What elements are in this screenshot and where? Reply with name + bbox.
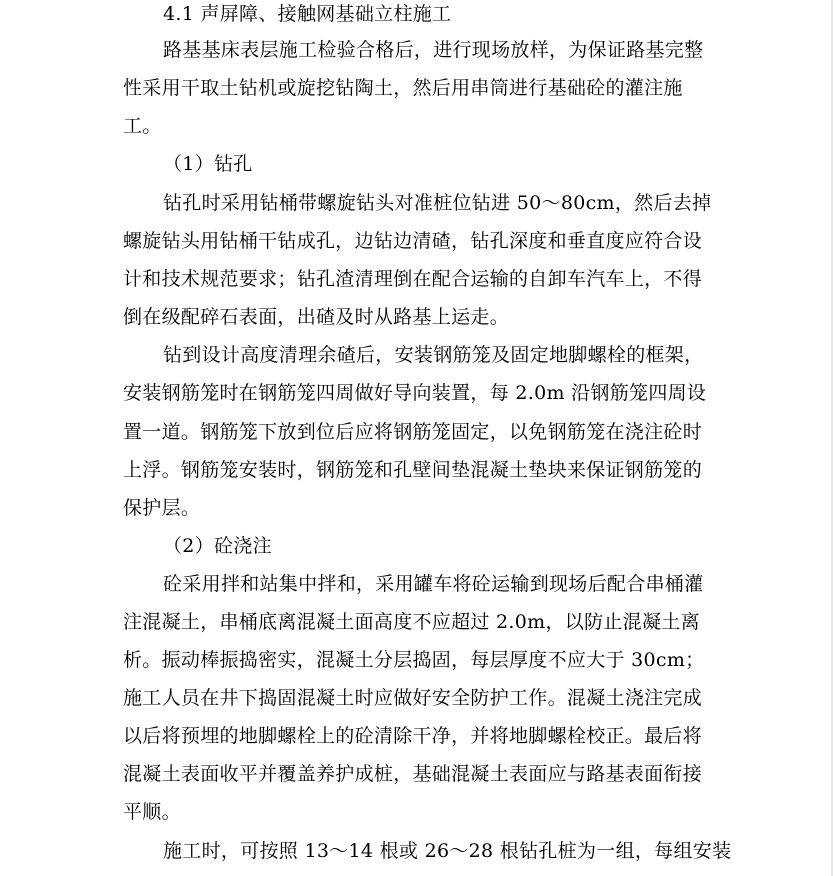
paragraph-line: 以后将预埋的地脚螺栓上的砼清除干净，并将地脚螺栓校正。最后将	[123, 725, 703, 747]
paragraph-line: 保护层。	[123, 497, 201, 519]
paragraph-line: 施工人员在井下捣固混凝土时应做好安全防护工作。混凝土浇注完成	[123, 687, 703, 709]
paragraph-line: 混凝土表面收平并覆盖养护成桩，基础混凝土表面应与路基表面衔接	[123, 763, 703, 785]
paragraph-line: 上浮。钢筋笼安装时，钢筋笼和孔壁间垫混凝土垫块来保证钢筋笼的	[123, 459, 703, 481]
paragraph-line: 钻到设计高度清理余碴后，安装钢筋笼及固定地脚螺栓的框架，	[163, 344, 704, 366]
paragraph-line: 螺旋钻头用钻桶干钻成孔，边钻边清碴，钻孔深度和垂直度应符合设	[123, 230, 703, 252]
paragraph-line: 置一道。钢筋笼下放到位后应将钢筋笼固定，以免钢筋笼在浇注砼时	[123, 421, 703, 443]
paragraph-line: 砼采用拌和站集中拌和，采用罐车将砼运输到现场后配合串桶灌	[163, 573, 704, 595]
paragraph-line: 析。振动棒振捣密实，混凝土分层捣固，每层厚度不应大于 30cm；	[123, 649, 705, 671]
paragraph-line: 平顺。	[123, 801, 181, 823]
paragraph-line: 计和技术规范要求；钻孔渣清理倒在配合运输的自卸车汽车上，不得	[123, 268, 703, 290]
paragraph-line: 路基基床表层施工检验合格后，进行现场放样，为保证路基完整	[163, 39, 704, 61]
paragraph-line: 性采用干取土钻机或旋挖钻陶土，然后用串筒进行基础砼的灌注施	[123, 77, 683, 99]
paragraph-line: 安装钢筋笼时在钢筋笼四周做好导向装置，每 2.0m 沿钢筋笼四周设	[123, 382, 707, 404]
paragraph-line: 工。	[123, 115, 162, 137]
paragraph-line: 施工时，可按照 13～14 根或 26～28 根钻孔桩为一组，每组安装	[163, 840, 732, 862]
subsection-heading-concrete: （2）砼浇注	[163, 535, 272, 557]
paragraph-line: 注混凝土，串桶底离混凝土面高度不应超过 2.0m，以防止混凝土离	[123, 611, 700, 633]
subsection-heading-drilling: （1）钻孔	[163, 153, 253, 175]
section-heading: 4.1 声屏障、接触网基础立柱施工	[163, 3, 452, 25]
paragraph-line: 钻孔时采用钻桶带螺旋钻头对准桩位钻进 50～80cm，然后去掉	[163, 192, 712, 214]
paragraph-line: 倒在级配碎石表面，出碴及时从路基上运走。	[123, 306, 510, 328]
